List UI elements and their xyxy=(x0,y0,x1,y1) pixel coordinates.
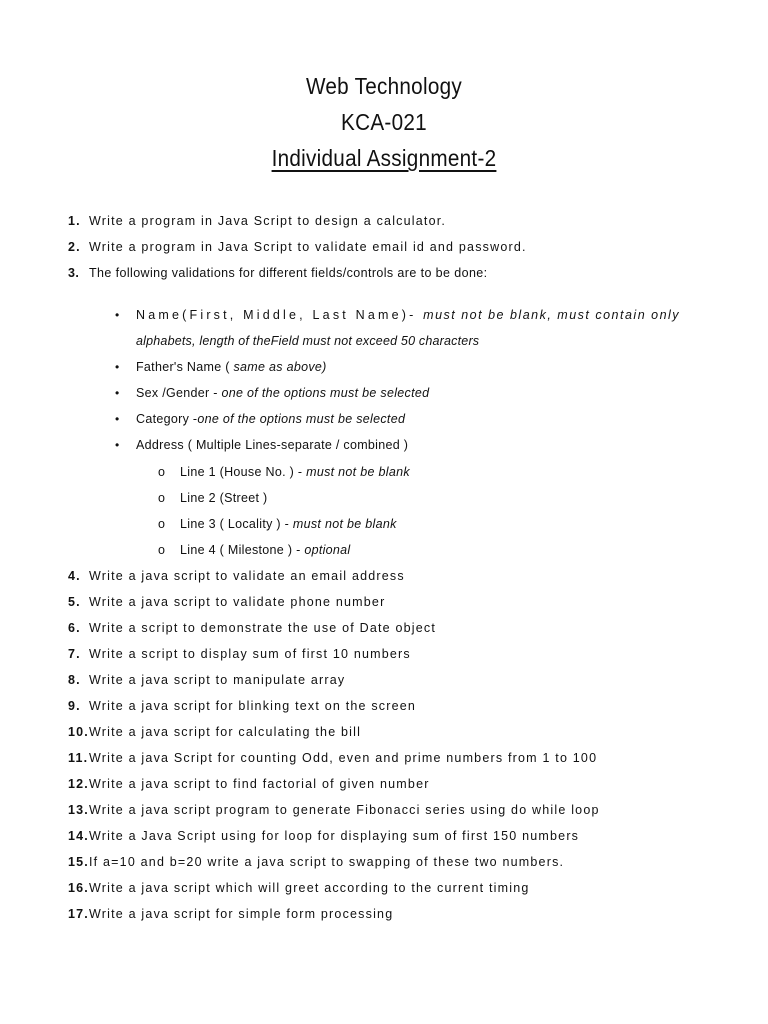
bullet-label: Category - xyxy=(136,412,198,426)
bullet-text xyxy=(136,308,680,322)
question-text: Write a java script for blinking text on the screen xyxy=(89,699,417,713)
question-text: Write a java script to find factorial of given number xyxy=(89,777,430,791)
bullet-label: Name(First, Middle, Last Name)- xyxy=(136,308,424,322)
question-8 xyxy=(68,673,345,687)
course-code: KCA-021 xyxy=(341,109,427,135)
question-number: 9. xyxy=(68,699,81,713)
question-12 xyxy=(68,777,430,791)
question-number: 15. xyxy=(68,855,89,869)
bullet-note: same as above) xyxy=(233,360,327,374)
bullet-continuation: alphabets, length of theField must not exceed 50 characters xyxy=(136,334,480,348)
question-number: 7. xyxy=(68,647,81,661)
question-1 xyxy=(68,214,446,228)
question-text: If a=10 and b=20 write a java script to swapping of these two numbers. xyxy=(89,855,565,869)
circle-bullet-icon: o xyxy=(158,465,166,479)
question-text: Write a java script to validate an email address xyxy=(89,569,405,583)
circle-bullet-icon: o xyxy=(158,517,166,531)
sub-item-note: must not be blank xyxy=(292,517,397,531)
question-text: Write a java script to validate phone number xyxy=(89,595,386,609)
document-title: Web Technology xyxy=(305,73,463,99)
question-2 xyxy=(68,240,527,254)
question-6 xyxy=(68,621,436,635)
question-number: 10. xyxy=(68,725,89,739)
question-3 xyxy=(68,266,488,280)
bullet-label: Address ( Multiple Lines-separate / combined ) xyxy=(136,438,409,452)
sub-item-text xyxy=(180,465,410,479)
question-number: 3. xyxy=(68,266,80,280)
question-text: Write a java Script for counting Odd, even and prime numbers from 1 to 100 xyxy=(89,751,598,765)
question-11 xyxy=(68,751,597,765)
sub-item-text xyxy=(180,517,397,531)
bullet-label: Father's Name ( xyxy=(136,360,234,374)
bullet-text xyxy=(136,386,429,400)
question-text: Write a Java Script using for loop for displaying sum of first 150 numbers xyxy=(89,829,580,843)
sub-item-text xyxy=(180,491,267,505)
bullet-note: one of the options must be selected xyxy=(221,386,430,400)
question-16 xyxy=(68,881,530,895)
question-number: 17. xyxy=(68,907,89,921)
question-text: Write a java script which will greet according to the current timing xyxy=(89,881,530,895)
question-10 xyxy=(68,725,361,739)
assignment-title xyxy=(38,140,729,176)
question-text: Write a java script to manipulate array xyxy=(89,673,346,687)
question-4 xyxy=(68,569,405,583)
question-5 xyxy=(68,595,385,609)
bullet-text xyxy=(136,360,327,374)
question-9 xyxy=(68,699,416,713)
question-text: Write a script to display sum of first 10 numbers xyxy=(89,647,411,661)
question-number: 13. xyxy=(68,803,89,817)
circle-bullet-icon: o xyxy=(158,491,166,505)
question-text: Write a java script for simple form processing xyxy=(89,907,394,921)
bullet-icon: • xyxy=(115,386,120,400)
sub-item-label: Line 2 (Street ) xyxy=(180,491,268,505)
bullet-note: one of the options must be selected xyxy=(197,412,406,426)
question-14 xyxy=(68,829,579,843)
bullet-icon: • xyxy=(115,412,120,426)
question-number: 16. xyxy=(68,881,89,895)
circle-bullet-icon: o xyxy=(158,543,166,557)
question-number: 1. xyxy=(68,214,81,228)
bullet-icon: • xyxy=(115,438,120,452)
document-header xyxy=(0,68,768,176)
question-7 xyxy=(68,647,411,661)
bullet-text xyxy=(136,438,408,452)
question-text: Write a java script program to generate Fibonacci series using do while loop xyxy=(89,803,600,817)
question-number: 5. xyxy=(68,595,81,609)
question-number: 4. xyxy=(68,569,81,583)
sub-item-note: must not be blank xyxy=(306,465,410,479)
question-number: 12. xyxy=(68,777,89,791)
sub-item-label: Line 1 (House No. ) - xyxy=(180,465,307,479)
question-text: Write a program in Java Script to design a calculator. xyxy=(89,214,447,228)
question-number: 6. xyxy=(68,621,81,635)
bullet-icon: • xyxy=(115,308,120,322)
bullet-text xyxy=(136,412,405,426)
question-text: Write a java script for calculating the bill xyxy=(89,725,362,739)
question-17 xyxy=(68,907,393,921)
question-text: The following validations for different fields/controls are to be done: xyxy=(89,266,488,280)
sub-item-label: Line 3 ( Locality ) - xyxy=(180,517,293,531)
bullet-note: must not be blank, must contain only xyxy=(423,308,681,322)
question-number: 8. xyxy=(68,673,81,687)
bullet-label: Sex /Gender - xyxy=(136,386,222,400)
assignment-title-text: Individual Assignment-2 xyxy=(271,145,497,171)
question-number: 2. xyxy=(68,240,81,254)
question-number: 14. xyxy=(68,829,89,843)
sub-item-note: optional xyxy=(304,543,351,557)
sub-item-text xyxy=(180,543,351,557)
question-number: 11. xyxy=(68,751,89,765)
question-text: Write a script to demonstrate the use of Date object xyxy=(89,621,437,635)
question-text: Write a program in Java Script to validate email id and password. xyxy=(89,240,527,254)
bullet-icon: • xyxy=(115,360,120,374)
question-15 xyxy=(68,855,564,869)
sub-item-label: Line 4 ( Milestone ) - xyxy=(180,543,305,557)
question-13 xyxy=(68,803,600,817)
